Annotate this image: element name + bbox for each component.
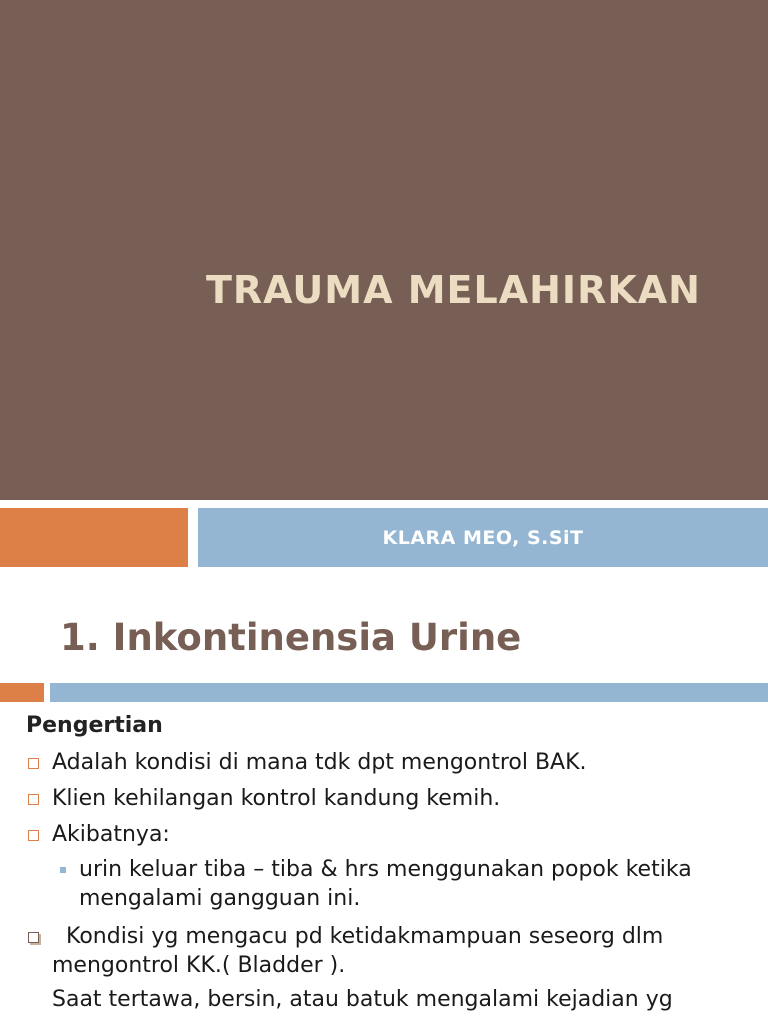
slide-title: TRAUMA MELAHIRKAN (206, 268, 701, 312)
section-label: Pengertian (26, 713, 163, 738)
paragraph-text: Saat tertawa, bersin, atau batuk mengalami kejadian yg (52, 987, 673, 1012)
square-bullet-icon (28, 758, 39, 769)
sub-bullet-line: urin keluar tiba – tiba & hrs menggunakan popok ketika (79, 857, 692, 882)
bullet-text: Klien kehilangan kontrol kandung kemih. (52, 786, 501, 811)
subtitle-band (198, 508, 768, 567)
divider-orange (0, 683, 44, 702)
slide-subtitle: KLARA MEO, S.SiT (382, 527, 584, 549)
bullet-text: Akibatnya: (52, 822, 170, 847)
content-heading: 1. Inkontinensia Urine (60, 616, 522, 659)
bullet-text: mengontrol KK.( Bladder ). (52, 953, 346, 978)
checkbox-bullet-icon (28, 932, 39, 943)
square-bullet-icon (28, 794, 39, 805)
title-slide-panel (0, 0, 768, 500)
divider-blue (50, 683, 768, 702)
square-bullet-icon (28, 830, 39, 841)
bullet-text: Kondisi yg mengacu pd ketidakmampuan seseorg dlm (66, 924, 664, 949)
sub-bullet-line: mengalami gangguan ini. (79, 886, 361, 911)
small-square-bullet-icon (60, 867, 66, 873)
bullet-text: Adalah kondisi di mana tdk dpt mengontrol BAK. (52, 750, 587, 775)
accent-block-orange (0, 508, 188, 567)
